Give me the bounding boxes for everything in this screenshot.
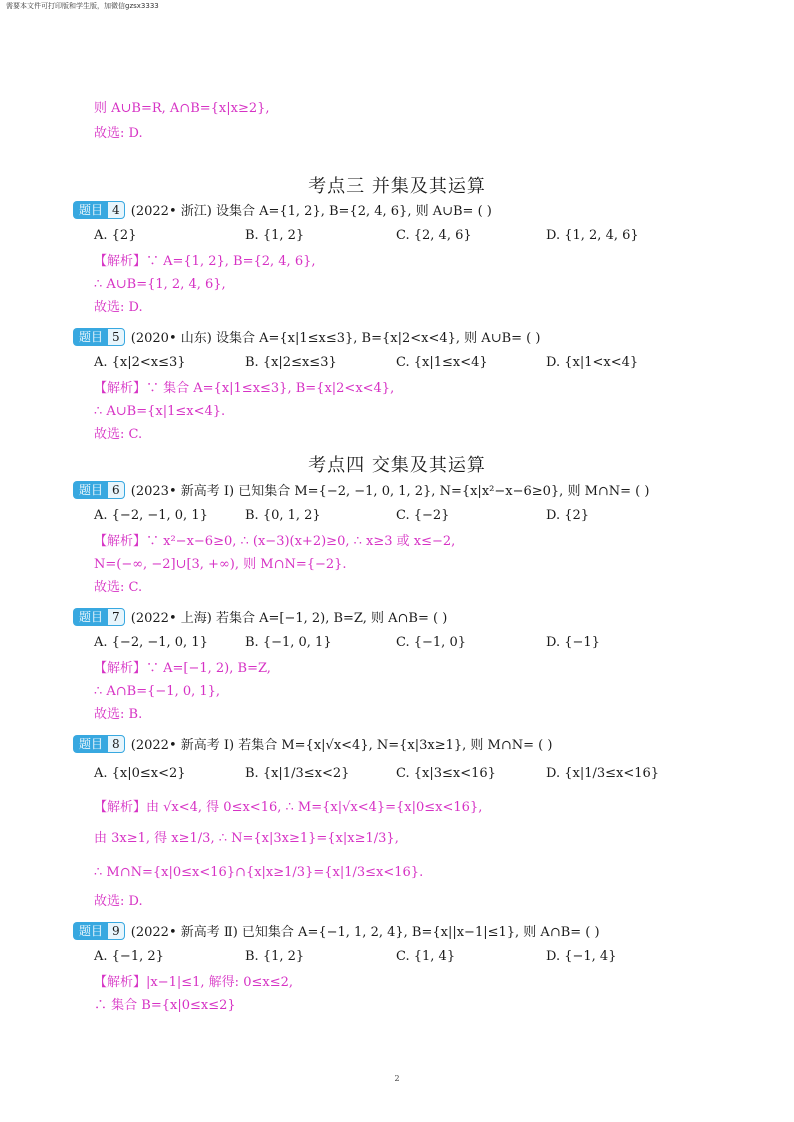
option-a: A. {x|0≤x<2} [94, 766, 186, 781]
solution-line: ∴ M∩N={x|0≤x<16}∩{x|x≥1/3}={x|1/3≤x<16}. [94, 865, 424, 880]
question-number: 9 [107, 922, 125, 940]
option-b: B. {1, 2} [245, 949, 305, 964]
question-header [73, 734, 552, 754]
option-a: A. {−2, −1, 0, 1} [94, 508, 208, 523]
option-d: D. {−1} [546, 635, 600, 650]
option-d: D. {x|1/3≤x<16} [546, 766, 660, 781]
solution-line: 【解析】∵ 集合 A={x|1≤x≤3}, B={x|2<x<4}, [94, 381, 395, 396]
question-header [73, 200, 492, 220]
solution-line: 【解析】|x−1|≤1, 解得: 0≤x≤2, [94, 975, 293, 990]
option-c: C. {−2} [396, 508, 450, 523]
question-badge: 题目 [73, 922, 107, 940]
solution-line: 故选: C. [94, 580, 143, 595]
question-stem: (2020• 山东) 设集合 A={x|1≤x≤3}, B={x|2<x<4}, 则 A∪B= ( ) [130, 331, 541, 346]
option-c: C. {−1, 0} [396, 635, 466, 650]
question-badge: 题目 [73, 201, 107, 219]
question-header [73, 921, 600, 941]
option-a: A. {−2, −1, 0, 1} [94, 635, 208, 650]
solution-line: ∴ A∩B={−1, 0, 1}, [94, 684, 221, 699]
watermark-text: 需要本文件可打印版和学生版，加微信gzsx3333 [6, 2, 159, 10]
solution-line: 【解析】∵ A=[−1, 2), B=Z, [94, 661, 271, 676]
section-title: 考点四 交集及其运算 [308, 455, 486, 476]
option-d: D. {1, 2, 4, 6} [546, 228, 639, 243]
question-header [73, 607, 447, 627]
option-b: B. {−1, 0, 1} [245, 635, 332, 650]
solution-line: ∴ 集合 B={x|0≤x≤2} [94, 998, 236, 1013]
solution-line: 故选: D. [94, 894, 143, 909]
question-stem: (2022• 浙江) 设集合 A={1, 2}, B={2, 4, 6}, 则 A∪B= ( ) [130, 204, 492, 219]
question-stem: (2023• 新高考 Ⅰ) 已知集合 M={−2, −1, 0, 1, 2}, N={x|x²−x−6≥0}, 则 M∩N= ( ) [130, 484, 650, 499]
solution-line: 【解析】∵ x²−x−6≥0, ∴ (x−3)(x+2)≥0, ∴ x≥3 或 x≤−2, [94, 534, 456, 549]
question-badge: 题目 [73, 608, 107, 626]
solution-line: ∴ A∪B={x|1≤x<4}. [94, 404, 226, 419]
option-b: B. {x|2≤x≤3} [245, 355, 337, 370]
question-number: 5 [107, 328, 125, 346]
option-b: B. {x|1/3≤x<2} [245, 766, 350, 781]
solution-line: 故选: D. [94, 300, 143, 315]
question-number: 8 [107, 735, 125, 753]
option-c: C. {x|3≤x<16} [396, 766, 496, 781]
question-badge: 题目 [73, 481, 107, 499]
question-stem: (2022• 上海) 若集合 A=[−1, 2), B=Z, 则 A∩B= ( ) [130, 611, 448, 626]
question-badge: 题目 [73, 735, 107, 753]
option-c: C. {1, 4} [396, 949, 456, 964]
option-b: B. {0, 1, 2} [245, 508, 321, 523]
solution-line: ∴ A∪B={1, 2, 4, 6}, [94, 277, 226, 292]
option-c: C. {2, 4, 6} [396, 228, 472, 243]
question-badge: 题目 [73, 328, 107, 346]
question-number: 6 [107, 481, 125, 499]
solution-line: 故选: C. [94, 427, 143, 442]
question-header [73, 327, 540, 347]
question-number: 4 [107, 201, 125, 219]
option-c: C. {x|1≤x<4} [396, 355, 488, 370]
question-stem: (2022• 新高考 Ⅰ) 若集合 M={x|√x<4}, N={x|3x≥1}, 则 M∩N= ( ) [130, 738, 553, 753]
option-d: D. {x|1<x<4} [546, 355, 639, 370]
solution-line: 故选: B. [94, 707, 143, 722]
solution-line: 故选: D. [94, 126, 143, 141]
option-d: D. {−1, 4} [546, 949, 617, 964]
question-header [73, 480, 649, 500]
question-stem: (2022• 新高考 Ⅱ) 已知集合 A={−1, 1, 2, 4}, B={x||x−1|≤1}, 则 A∩B= ( ) [130, 925, 600, 940]
option-d: D. {2} [546, 508, 590, 523]
question-number: 7 [107, 608, 125, 626]
option-b: B. {1, 2} [245, 228, 305, 243]
solution-line: 【解析】由 √x<4, 得 0≤x<16, ∴ M={x|√x<4}={x|0≤x<16}, [94, 800, 483, 815]
solution-line: 则 A∪B=R, A∩B={x|x≥2}, [94, 101, 270, 116]
section-title: 考点三 并集及其运算 [308, 176, 486, 197]
solution-line: 由 3x≥1, 得 x≥1/3, ∴ N={x|3x≥1}={x|x≥1/3}, [94, 831, 399, 846]
option-a: A. {−1, 2} [94, 949, 164, 964]
option-a: A. {2} [94, 228, 137, 243]
option-a: A. {x|2<x≤3} [94, 355, 186, 370]
solution-line: 【解析】∵ A={1, 2}, B={2, 4, 6}, [94, 254, 316, 269]
solution-line: N=(−∞, −2]∪[3, +∞), 则 M∩N={−2}. [94, 557, 347, 572]
page-number: 2 [394, 1074, 400, 1083]
